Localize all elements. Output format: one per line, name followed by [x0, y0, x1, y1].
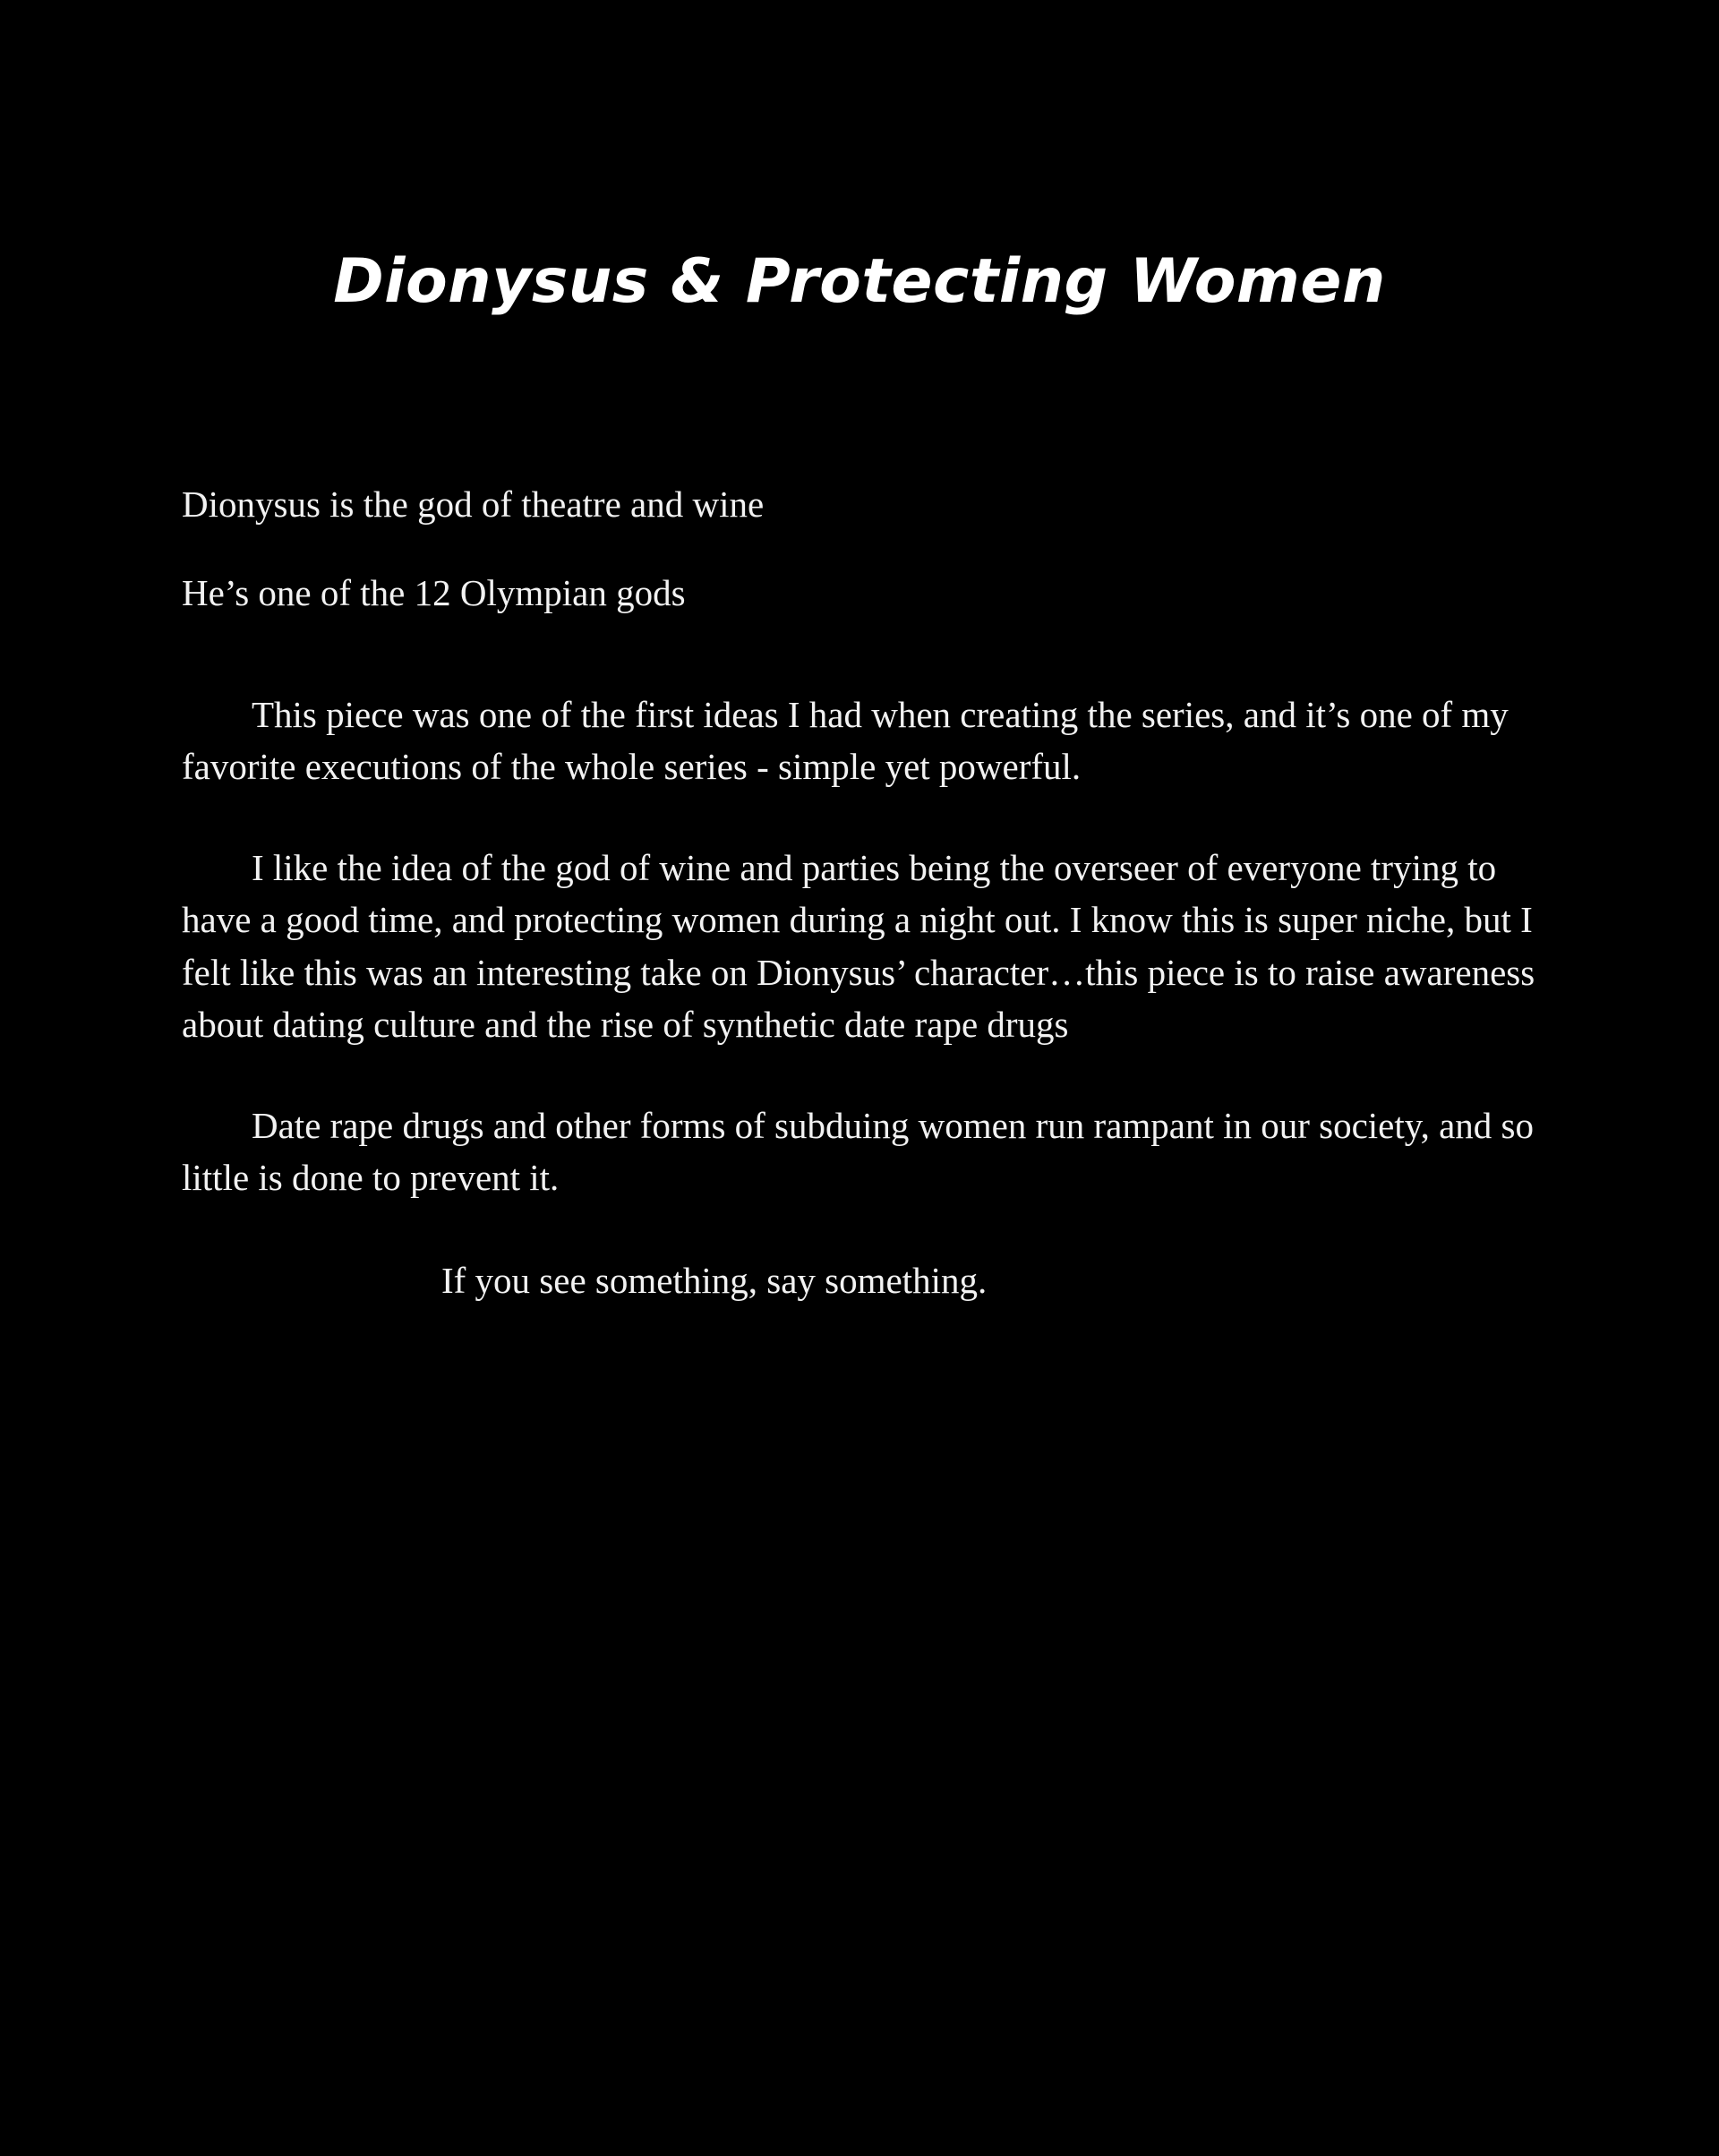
paragraph-1: This piece was one of the first ideas I had when creating the series, and it’s one of my favorite executions of the whole series - simple yet powerful. [182, 693, 1509, 788]
intro-line-2: He’s one of the 12 Olympian gods [182, 571, 686, 613]
paragraph-2: I like the idea of the god of wine and parties being the overseer of everyone trying to have a good time, and protecting women during a night out. I know this is super niche, but I felt like this was an interesting take on Dionysus’ character…this piece is to raise awareness about dating culture and the rise of synthetic date rape drugs [182, 847, 1535, 1045]
paragraph-3: Date rape drugs and other forms of subduing women run rampant in our society, and so little is done to prevent it. [182, 1105, 1534, 1199]
intro-line-1: Dionysus is the god of theatre and wine [182, 483, 765, 525]
closing-statement: If you see something, say something. [441, 1259, 988, 1301]
document-body [0, 483, 1719, 1306]
page-title: Dionysus & Protecting Women [333, 246, 1386, 317]
